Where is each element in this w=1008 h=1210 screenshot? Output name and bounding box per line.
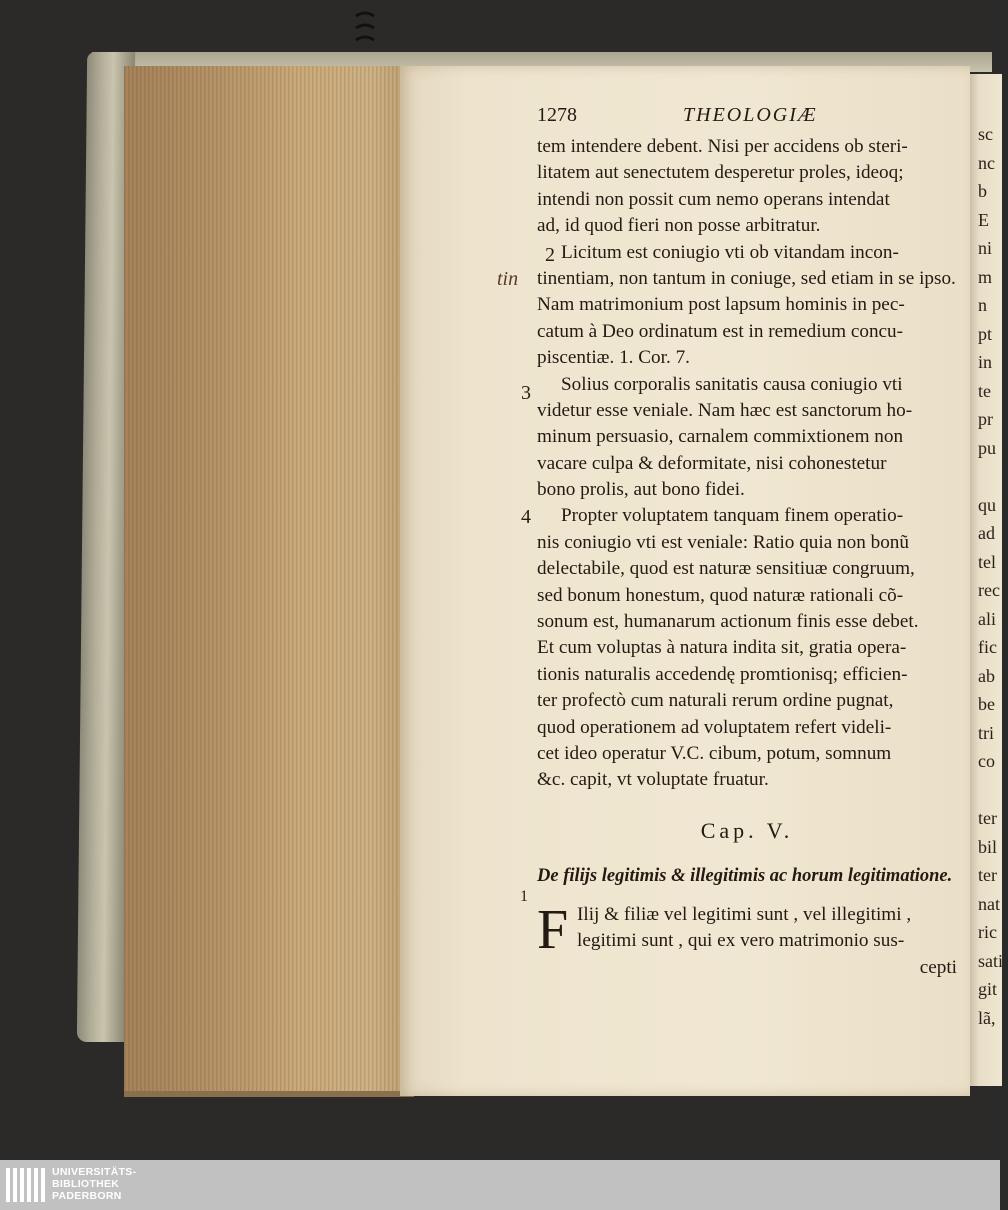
facing-page-fragment: git [978, 979, 998, 999]
facing-page-fragment: sati [978, 950, 1003, 971]
facing-page-fragment: nc [978, 152, 995, 173]
text-line: ad, id quod fieri non posse arbitratur. [537, 215, 821, 237]
facing-page-fragment: b [978, 181, 987, 201]
text-line: Ilij & filiæ vel legitimi sunt , vel illegitimi , [577, 903, 912, 925]
page-text [537, 104, 957, 981]
margin-number: 4 [521, 506, 531, 528]
facing-page-fragment: tri [978, 722, 994, 743]
institution-line: PADERBORN [52, 1190, 122, 1202]
text-line: litatem aut senectutem desperetur proles, ideoq; [537, 162, 904, 184]
facing-page-fragment [978, 462, 1008, 491]
facing-page-fragment: ric [978, 922, 997, 942]
page-number: 1278 [537, 104, 577, 126]
text-line: Propter voluptatem tanquam finem operatio- [561, 505, 904, 527]
facing-page-fragment: ter [978, 808, 997, 828]
text-line: tinentiam, non tantum in coniuge, sed etiam in se ipso. [537, 267, 956, 289]
margin-number: 2 [545, 244, 555, 266]
margin-number: 3 [521, 382, 531, 404]
text-line: Et cum voluptas à natura indita sit, gratia opera- [537, 637, 907, 659]
facing-page-fragment: bil [978, 836, 998, 857]
text-line: vacare culpa & deformitate, nisi cohonestetur [537, 452, 887, 474]
text-line: videtur esse veniale. Nam hæc est sanctorum ho- [537, 399, 913, 421]
institution-name [52, 1166, 136, 1202]
text-line: ter profectò cum naturali rerum ordine pugnat, [537, 690, 894, 712]
text-line: bono prolis, aut bono fidei. [537, 479, 745, 501]
facing-page-fragment: nat [978, 893, 1000, 914]
text-line: piscentiæ. 1. Cor. 7. [537, 347, 690, 369]
text-line: catum à Deo ordinatum est in remedium concu- [537, 320, 904, 342]
chapter-opening [537, 898, 957, 981]
drop-capital: F [537, 898, 569, 961]
facing-page-fragment: be [978, 694, 995, 714]
facing-page-fragment: pt [978, 323, 993, 344]
facing-page-fragment: m [978, 266, 993, 287]
facing-page-text [978, 120, 1008, 1032]
facing-page-fragment: pu [978, 437, 996, 458]
text-line: cepti [919, 956, 957, 978]
text-line: Solius corporalis sanitatis causa coniugio vti [561, 373, 903, 395]
text-line: sonum est, humanarum actionum finis esse debet. [537, 611, 919, 633]
text-line: minum persuasio, carnalem commixtionem non [537, 426, 904, 448]
text-line: quod operationem ad voluptatem refert videli- [537, 716, 892, 738]
chapter-subtitle: De filijs legitimis & illegitimis ac horum legitimatione. [537, 865, 953, 886]
facing-page-fragment: ni [978, 238, 993, 258]
facing-page-fragment: lã, [978, 1007, 996, 1028]
text-line: delectabile, quod est naturæ sensitiuæ congruum, [537, 558, 915, 580]
text-line: legitimi sunt , qui ex vero matrimonio sus- [577, 930, 905, 952]
text-line: tionis naturalis accedendę promtionisq; efficien- [537, 663, 908, 685]
facing-page-fragment: fic [978, 637, 997, 657]
facing-page-fragment: ad [978, 523, 995, 543]
facing-page-fragment: tel [978, 551, 996, 572]
facing-page-fragment: ter [978, 865, 997, 885]
facing-page-fragment: ali [978, 608, 996, 629]
facing-page-fragment: rec [978, 580, 1000, 600]
library-footer [0, 1160, 1000, 1210]
margin-number: 1 [520, 888, 528, 905]
text-line: sed bonum honestum, quod naturæ rationali cõ- [537, 584, 904, 606]
facing-page-fragment: pr [978, 409, 993, 429]
clip-mark-icon [352, 8, 378, 48]
text-line: cet ideo operatur V.C. cibum, potum, somnum [537, 742, 892, 764]
body-text [537, 134, 957, 794]
facing-page-fragment: in [978, 352, 993, 372]
chapter-heading: Cap. V. [700, 817, 794, 843]
library-logo-icon [6, 1166, 46, 1204]
running-head [537, 104, 957, 134]
facing-page-fragment: co [978, 751, 995, 771]
running-title: THEOLOGIÆ [683, 104, 818, 126]
facing-page-fragment: E [978, 209, 989, 230]
facing-page-fragment: te [978, 380, 991, 401]
facing-page-fragment [978, 776, 1008, 805]
facing-page-fragment: sc [978, 124, 993, 144]
facing-page-fragment: ab [978, 665, 995, 686]
text-line: nis coniugio vti est veniale: Ratio quia non bonũ [537, 531, 909, 553]
text-line: intendi non possit cum nemo operans intendat [537, 188, 890, 210]
institution-line: BIBLIOTHEK [52, 1178, 120, 1190]
text-line: tem intendere debent. Nisi per accidens ob steri- [537, 136, 908, 157]
institution-line: UNIVERSITÄTS- [52, 1166, 137, 1178]
text-line: &c. capit, vt voluptate fruatur. [537, 769, 769, 791]
text-line: Nam matrimonium post lapsum hominis in pec- [537, 294, 905, 316]
facing-page-fragment: n [978, 295, 987, 315]
facing-page-fragment: qu [978, 494, 996, 515]
margin-annotation: tin [497, 268, 519, 290]
text-line: Licitum est coniugio vti ob vitandam incon- [561, 241, 899, 263]
book-page-edges [124, 66, 414, 1097]
